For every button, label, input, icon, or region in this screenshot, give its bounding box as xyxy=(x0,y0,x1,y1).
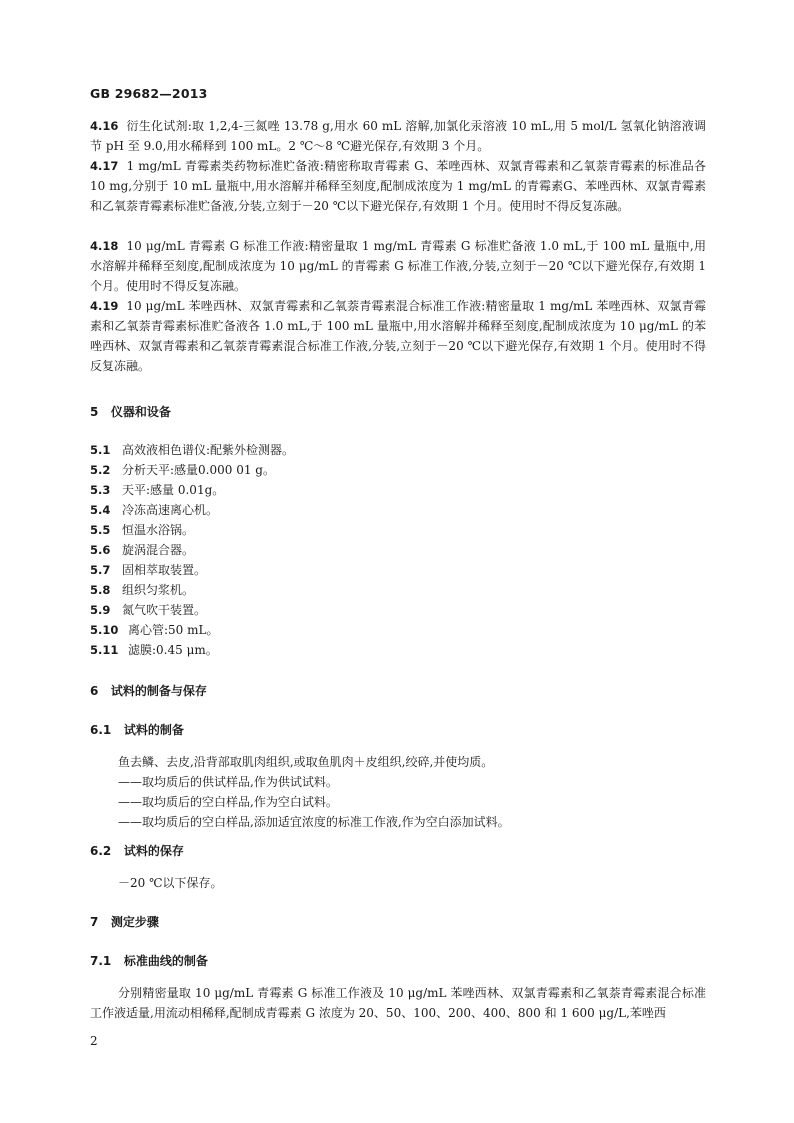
clause-number: 4.19 xyxy=(90,299,119,313)
list-item: 5.3 天平:感量 0.01g。 xyxy=(90,483,225,497)
subsection-title: 试料的制备 xyxy=(123,723,184,737)
list-item: 5.10 离心管:50 mL。 xyxy=(90,623,219,637)
subsection-6-1-heading xyxy=(90,721,184,738)
clause-text: 衍生化试剂:取 1,2,4-三氮唑 13.78 g,用水 60 mL 溶解,加氯化汞溶液 10 mL,用 5 mol/L 氢氧化钠溶液调节 pH 至 9.0,用水稀释到 100 mL。2 ℃～8 ℃避光保存,有效期 3 个月。 xyxy=(90,119,706,153)
clause-number: 4.16 xyxy=(90,119,119,133)
section-number: 5 xyxy=(90,405,99,419)
section-6-heading xyxy=(90,682,207,699)
list-item: 5.7 固相萃取装置。 xyxy=(90,563,207,577)
paragraph: －20 ℃以下保存。 xyxy=(118,876,223,890)
list-item: 5.8 组织匀浆机。 xyxy=(90,583,195,597)
section-title: 测定步骤 xyxy=(110,915,159,929)
section-title: 仪器和设备 xyxy=(110,405,171,419)
clause-4-17 xyxy=(90,156,706,216)
subsection-title: 标准曲线的制备 xyxy=(123,954,208,968)
clause-text: 10 μg/mL 苯唑西林、双氯青霉素和乙氧萘青霉素混合标准工作液:精密量取 1 mg/mL 苯唑西林、双氯青霉素和乙氧萘青霉素标准贮备液各 1.0 mL,于 100 mL 量瓶中,用水溶解并稀释至刻度,配制成浓度为 10 μg/mL 的苯唑西林、双氯青霉素和乙氧萘青霉素混合标准工作液,分装,立刻于－20 ℃以下避光保存,有效期 1 个月。使用时不得反复冻融。 xyxy=(90,299,706,373)
dash-item: ——取均质后的供试样品,作为供试试料。 xyxy=(118,775,338,789)
subsection-7-1-heading xyxy=(90,952,208,969)
list-item: 5.6 旋涡混合器。 xyxy=(90,543,195,557)
dash-item: ——取均质后的空白样品,作为空白试料。 xyxy=(118,795,338,809)
subsection-number: 6.2 xyxy=(90,844,112,858)
paragraph: 鱼去鳞、去皮,沿背部取肌肉组织,或取鱼肌肉＋皮组织,绞碎,并使均质。 xyxy=(118,755,494,769)
dash-item: ——取均质后的空白样品,添加适宜浓度的标准工作液,作为空白添加试料。 xyxy=(118,815,510,829)
list-item: 5.2 分析天平:感量0.000 01 g。 xyxy=(90,463,275,477)
list-item: 5.9 氮气吹干装置。 xyxy=(90,603,207,617)
section-number: 7 xyxy=(90,915,99,929)
clause-number: 4.17 xyxy=(90,159,119,173)
clause-number: 4.18 xyxy=(90,239,119,253)
subsection-6-2-heading xyxy=(90,842,184,859)
subsection-number: 7.1 xyxy=(90,954,112,968)
section-7-heading xyxy=(90,913,159,930)
clause-4-16 xyxy=(90,116,706,156)
clause-4-19 xyxy=(90,296,706,376)
section-5-heading xyxy=(90,403,171,420)
page-number: 2 xyxy=(90,1034,98,1048)
section-number: 6 xyxy=(90,684,99,698)
list-item: 5.4 冷冻高速离心机。 xyxy=(90,503,219,517)
subsection-title: 试料的保存 xyxy=(123,844,184,858)
list-item: 5.1 高效液相色谱仪:配紫外检测器。 xyxy=(90,443,295,457)
clause-text: 1 mg/mL 青霉素类药物标准贮备液:精密称取青霉素 G、苯唑西林、双氯青霉素和乙氧萘青霉素的标准品各 10 mg,分别于 10 mL 量瓶中,用水溶解并稀释至刻度,配制成浓度为 1 mg/mL 的青霉素G、苯唑西林、双氯青霉素和乙氧萘青霉素标准贮备液,分装,立刻于－20 ℃以下避光保存,有效期 1 个月。使用时不得反复冻融。 xyxy=(90,159,706,213)
standard-number: GB 29682—2013 xyxy=(90,86,208,101)
clause-4-18 xyxy=(90,236,706,296)
clause-text: 10 μg/mL 青霉素 G 标准工作液:精密量取 1 mg/mL 青霉素 G 标准贮备液 1.0 mL,于 100 mL 量瓶中,用水溶解并稀释至刻度,配制成浓度为 10 μg/mL 的青霉素 G 标准工作液,分装,立刻于－20 ℃以下避光保存,有效期 1 个月。使用时不得反复冻融。 xyxy=(90,239,706,293)
list-item: 5.5 恒温水浴锅。 xyxy=(90,523,195,537)
section-title: 试料的制备与保存 xyxy=(110,684,207,698)
paragraph: 分别精密量取 10 μg/mL 青霉素 G 标准工作液及 10 μg/mL 苯唑西林、双氯青霉素和乙氧萘青霉素混合标准工作液适量,用流动相稀释,配制成青霉素 G 浓度为 20、50、100、200、400、800 和 1 600 μg/L,苯唑西 xyxy=(90,986,706,1020)
list-item: 5.11 滤膜:0.45 μm。 xyxy=(90,643,218,657)
subsection-number: 6.1 xyxy=(90,723,112,737)
equipment-list xyxy=(90,440,706,660)
